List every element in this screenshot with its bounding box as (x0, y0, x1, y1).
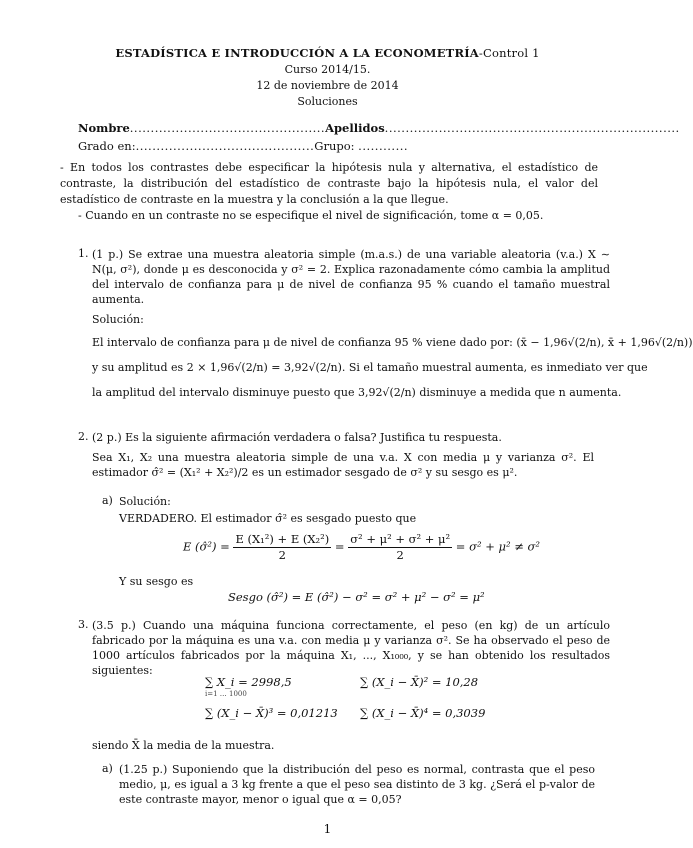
q2-equation-2: Sesgo (σ̂²) = E (σ̂²) − σ² = σ² + μ² − σ² = μ² (228, 590, 485, 604)
q2-equation-1 (183, 532, 540, 563)
grupo-dots: ............ (358, 139, 409, 153)
q2-sol-line1: VERDADERO. El estimador σ̂² es sesgado puesto que (119, 512, 417, 525)
eq1-num: E (X₁²) + E (X₂²) (235, 532, 330, 546)
q3-sum-1: ∑ X_i = 2998,5 (205, 675, 292, 689)
page-number: 1 (323, 822, 332, 836)
q2-statement-2: Sea X₁, X₂ una muestra aleatoria simple de una v.a. X con media μ y varianza σ². El estimador σ̂² = (X₁² + X₂²)/2 es un estimador sesgado de σ² y su sesgo es μ². (92, 451, 594, 479)
q3-part-label: a) (102, 762, 113, 775)
q1-sol-line3: la amplitud del intervalo disminuye puesto que 3,92√(2/n) disminuye a medida que n aumenta. (92, 386, 622, 399)
apellidos-dots: ....................................................................... (384, 121, 680, 135)
q1-sol-line1-text: El intervalo de confianza para μ de nivel de confianza 95 % viene dado por: (92, 336, 513, 349)
q3-statement: (3.5 p.) Cuando una máquina funciona correctamente, el peso (en kg) de un artículo fabricado por la máquina es una v.a. con media μ y varianza σ². Se ha observado el peso de 1000 artículos fabricados por la máquina X₁, ..., X₁₀₀₀, y se han obtenido los resultados siguientes: (92, 619, 610, 677)
q2-part-label: a) (102, 494, 113, 507)
sum-limit-bottom: i=1 (205, 690, 218, 698)
grado-label: Grado en: (78, 139, 136, 153)
title-suffix: -Control 1 (478, 46, 540, 60)
q1-sol-line1 (92, 336, 693, 349)
q2-statement: (2 p.) Es la siguiente afirmación verdadera o falsa? Justifica tu respuesta. (92, 431, 502, 444)
eq1-den2: 2 (396, 548, 404, 562)
q3-note: siendo X̄ la media de la muestra. (92, 739, 275, 752)
q3-sum-limits: i=1 … 1000 (205, 690, 247, 698)
course-line: Curso 2014/15. (284, 63, 371, 76)
eq1-lhs: E (σ̂²) = (183, 539, 230, 554)
q3-sum-4: ∑ (X_i − X̄)⁴ = 0,3039 (360, 706, 486, 720)
nombre-label: Nombre (78, 121, 130, 135)
q3-sum-2: ∑ (X_i − X̄)² = 10,28 (360, 675, 479, 689)
sum-limit-top: 1000 (229, 690, 247, 698)
title-bold: ESTADÍSTICA E INTRODUCCIÓN A LA ECONOMETRÍA (115, 46, 479, 60)
eq1-frac-1 (233, 532, 331, 563)
eq1-frac-2 (348, 532, 452, 563)
eq1-rhs: = σ² + μ² ≠ σ² (455, 539, 540, 554)
q2-number: 2. (78, 430, 89, 443)
q1-statement: (1 p.) Se extrae una muestra aleatoria simple (m.a.s.) de una variable aleatoria (v.a.) X ∼ N(μ, σ²), donde μ es desconocida y σ² = 2. Explica razonadamente cómo cambia la amplitud del intervalo de confianza para μ de nivel de confianza 95 % cuando el tamaño muestral aumenta. (92, 248, 610, 306)
q3-part-a: (1.25 p.) Suponiendo que la distribución del peso es normal, contrasta que el peso medio, μ, es igual a 3 kg frente a que el peso sea distinto de 3 kg. ¿Será el p-valor de este contraste mayor, menor o igual que α = 0,05? (119, 763, 595, 806)
q2-sesgo-intro: Y su sesgo es (119, 575, 194, 588)
nombre-dots: ............................................... (129, 121, 326, 135)
q2-solution-label: Solución: (119, 495, 171, 508)
eq1-mid: = (334, 539, 345, 554)
q1-number: 1. (78, 247, 89, 260)
q3-sum-3: ∑ (X_i − X̄)³ = 0,01213 (205, 706, 338, 720)
page-title (0, 46, 655, 60)
eq1-num2: σ² + μ² + σ² + μ² (350, 532, 451, 546)
subtitle: Soluciones (297, 95, 358, 108)
instructions-2: - Cuando en un contraste no se especifique el nivel de significación, tome α = 0,05. (78, 209, 544, 222)
apellidos-label: Apellidos (325, 121, 385, 135)
grado-field (78, 139, 408, 153)
q1-solution-label: Solución: (92, 313, 144, 326)
date-line: 12 de noviembre de 2014 (256, 79, 399, 92)
instructions-1: - En todos los contrastes debe especificar la hipótesis nula y alternativa, el estadístico de contraste, la distribución del estadístico de contraste bajo la hipótesis nula, el valor del estadístico de contraste en la muestra y la conclusión a la que llegue. (60, 161, 598, 206)
q1-interval: (x̄ − 1,96√(2/n), x̄ + 1,96√(2/n)) (516, 336, 693, 349)
name-field (78, 121, 680, 135)
q3-number: 3. (78, 618, 89, 631)
eq1-den: 2 (278, 548, 286, 562)
grado-dots: ........................................... (135, 139, 315, 153)
q1-sol-line2: y su amplitud es 2 × 1,96√(2/n) = 3,92√(2/n). Si el tamaño muestral aumenta, es inmediato ver que (92, 361, 648, 374)
grupo-label: Grupo: (314, 139, 355, 153)
